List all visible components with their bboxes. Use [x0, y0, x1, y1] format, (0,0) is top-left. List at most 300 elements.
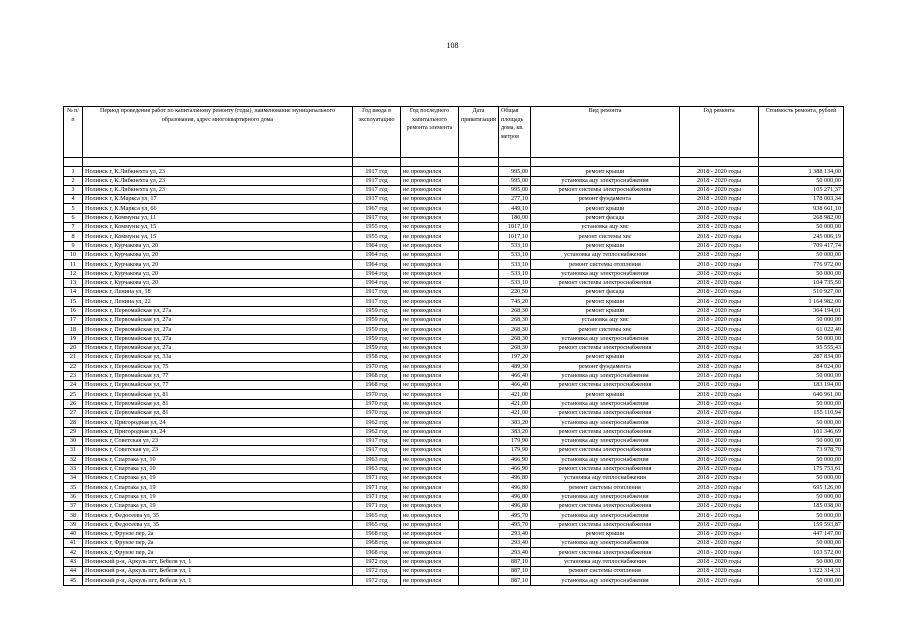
row-area: 383,20 [499, 418, 531, 427]
row-year-built: 1917 год [353, 436, 401, 445]
row-cost: 640 961,00 [759, 390, 844, 399]
row-last-repair: не проводился [401, 176, 459, 185]
table-row [64, 241, 844, 250]
table-row [64, 529, 844, 538]
row-privatization [459, 399, 499, 408]
row-number: 29 [64, 427, 83, 436]
row-cost: 73 978,70 [759, 446, 844, 455]
row-year-built: 1968 год [353, 381, 401, 390]
row-cost: 510 927,00 [759, 288, 844, 297]
row-privatization [459, 501, 499, 510]
row-repair-year: 2018 - 2020 годы [680, 418, 759, 427]
row-year-built: 1917 год [353, 176, 401, 185]
row-repair-year: 2018 - 2020 годы [680, 232, 759, 241]
row-number: 14 [64, 288, 83, 297]
row-cost: 50 000,00 [759, 371, 844, 380]
table-row [64, 390, 844, 399]
table-row [64, 260, 844, 269]
table-row [64, 511, 844, 520]
row-last-repair: не проводился [401, 520, 459, 529]
row-last-repair: не проводился [401, 446, 459, 455]
row-area: 180,00 [499, 213, 531, 222]
row-address: Нолинск г, Фрунзе пер, 2а [83, 529, 353, 538]
row-repair-type: установка ацу теплоснабжения [531, 557, 680, 566]
row-number: 15 [64, 297, 83, 306]
row-repair-type: ремонт системы электроснабжения [531, 381, 680, 390]
row-number: 28 [64, 418, 83, 427]
row-year-built: 1968 год [353, 548, 401, 557]
row-number: 30 [64, 436, 83, 445]
row-year-built: 1959 год [353, 316, 401, 325]
row-number: 36 [64, 492, 83, 501]
row-area: 496,80 [499, 483, 531, 492]
row-address: Нолинск г, Первомайская ул, 81 [83, 390, 353, 399]
row-repair-type: ремонт крыши [531, 306, 680, 315]
header-year-built: Год ввода в эксплуатацию [353, 107, 401, 158]
row-year-built: 1962 год [353, 418, 401, 427]
row-repair-type: ремонт системы отопления [531, 567, 680, 576]
row-repair-type: ремонт системы электроснабжения [531, 446, 680, 455]
table-row [64, 353, 844, 362]
row-repair-year: 2018 - 2020 годы [680, 195, 759, 204]
row-repair-year: 2018 - 2020 годы [680, 250, 759, 259]
table-row [64, 195, 844, 204]
row-privatization [459, 167, 499, 176]
table-row [64, 464, 844, 473]
row-last-repair: не проводился [401, 501, 459, 510]
row-address: Нолинск г, Советская ул, 23 [83, 446, 353, 455]
row-area: 466,90 [499, 455, 531, 464]
row-repair-year: 2018 - 2020 годы [680, 213, 759, 222]
row-repair-type: установка ацу электроснабжения [531, 399, 680, 408]
row-privatization [459, 297, 499, 306]
row-repair-type: ремонт крыши [531, 353, 680, 362]
row-area: 268,30 [499, 306, 531, 315]
row-privatization [459, 455, 499, 464]
row-area: 466,40 [499, 371, 531, 380]
row-last-repair: не проводился [401, 325, 459, 334]
row-privatization [459, 511, 499, 520]
table-row [64, 409, 844, 418]
row-year-built: 1971 год [353, 483, 401, 492]
row-number: 40 [64, 529, 83, 538]
row-repair-type: установка ацу электроснабжения [531, 492, 680, 501]
table-row [64, 250, 844, 259]
row-repair-year: 2018 - 2020 годы [680, 204, 759, 213]
row-number: 13 [64, 278, 83, 287]
row-number: 45 [64, 576, 83, 585]
row-cost: 287 834,00 [759, 353, 844, 362]
row-number: 42 [64, 548, 83, 557]
row-privatization [459, 316, 499, 325]
row-repair-year: 2018 - 2020 годы [680, 316, 759, 325]
row-number: 25 [64, 390, 83, 399]
row-privatization [459, 353, 499, 362]
row-year-built: 1970 год [353, 362, 401, 371]
row-year-built: 1959 год [353, 343, 401, 352]
table-row [64, 167, 844, 176]
row-area: 533,10 [499, 260, 531, 269]
row-repair-type: ремонт системы электроснабжения [531, 501, 680, 510]
table-row [64, 455, 844, 464]
row-number: 10 [64, 250, 83, 259]
row-last-repair: не проводился [401, 548, 459, 557]
row-address: Нолинск г, Пригородная ул, 24 [83, 418, 353, 427]
header-num: № п/п [64, 107, 83, 158]
row-address: Нолинск г, Фрунзе пер, 2а [83, 548, 353, 557]
row-cost: 61 022,40 [759, 325, 844, 334]
row-number: 31 [64, 446, 83, 455]
row-cost: 159 593,87 [759, 520, 844, 529]
row-address: Нолинск г, К.Либкнехта ул, 23 [83, 167, 353, 176]
row-address: Нолинск г, Первомайская ул, 33а [83, 353, 353, 362]
row-last-repair: не проводился [401, 306, 459, 315]
row-repair-type: ремонт системы электроснабжения [531, 520, 680, 529]
row-number: 43 [64, 557, 83, 566]
row-repair-type: установка ацу электроснабжения [531, 576, 680, 585]
row-last-repair: не проводился [401, 185, 459, 194]
row-number: 23 [64, 371, 83, 380]
row-area: 466,40 [499, 381, 531, 390]
row-area: 995,00 [499, 185, 531, 194]
row-year-built: 1972 год [353, 567, 401, 576]
row-repair-type: ремонт системы электроснабжения [531, 548, 680, 557]
table-row [64, 576, 844, 585]
row-year-built: 1959 год [353, 306, 401, 315]
row-last-repair: не проводился [401, 232, 459, 241]
row-last-repair: не проводился [401, 455, 459, 464]
row-cost: 50 000,00 [759, 455, 844, 464]
row-year-built: 1917 год [353, 195, 401, 204]
row-year-built: 1955 год [353, 232, 401, 241]
table-row [64, 213, 844, 222]
row-area: 293,40 [499, 539, 531, 548]
row-last-repair: не проводился [401, 557, 459, 566]
row-cost: 50 000,00 [759, 334, 844, 343]
row-repair-year: 2018 - 2020 годы [680, 390, 759, 399]
row-cost: 50 000,00 [759, 316, 844, 325]
row-cost: 95 555,43 [759, 343, 844, 352]
row-repair-type: ремонт системы электроснабжения [531, 427, 680, 436]
header-repair-year: Год ремонта [680, 107, 759, 158]
row-privatization [459, 185, 499, 194]
row-repair-type: установка ацу теплоснабжения [531, 250, 680, 259]
table-row [64, 297, 844, 306]
row-repair-type: установка ацу электроснабжения [531, 455, 680, 464]
row-area: 179,90 [499, 446, 531, 455]
row-area: 268,30 [499, 334, 531, 343]
row-area: 197,20 [499, 353, 531, 362]
row-area: 466,90 [499, 464, 531, 473]
row-number: 20 [64, 343, 83, 352]
row-area: 277,10 [499, 195, 531, 204]
table-row [64, 334, 844, 343]
row-cost: 50 000,00 [759, 492, 844, 501]
row-address: Нолинск г, Первомайская ул, 27а [83, 334, 353, 343]
row-address: Нолинск г, Курчакова ул, 20 [83, 278, 353, 287]
row-address: Нолинск г, К.Маркса ул, 66 [83, 204, 353, 213]
table-row [64, 418, 844, 427]
row-privatization [459, 260, 499, 269]
row-address: Нолинск г, Советская ул, 23 [83, 436, 353, 445]
row-last-repair: не проводился [401, 529, 459, 538]
row-area: 887,10 [499, 557, 531, 566]
row-privatization [459, 269, 499, 278]
row-privatization [459, 390, 499, 399]
table-header-row [64, 107, 844, 158]
row-address: Нолинск г, К.Либкнехта ул, 23 [83, 185, 353, 194]
row-number: 7 [64, 223, 83, 232]
row-number: 27 [64, 409, 83, 418]
row-address: Нолинск г, Спартака ул, 19 [83, 474, 353, 483]
row-repair-year: 2018 - 2020 годы [680, 269, 759, 278]
row-last-repair: не проводился [401, 576, 459, 585]
row-privatization [459, 492, 499, 501]
row-repair-year: 2018 - 2020 годы [680, 567, 759, 576]
row-repair-type: ремонт фасада [531, 288, 680, 297]
table-row [64, 316, 844, 325]
row-number: 33 [64, 464, 83, 473]
row-repair-type: ремонт крыши [531, 204, 680, 213]
row-repair-type: установка ацу электроснабжения [531, 371, 680, 380]
row-cost: 709 417,74 [759, 241, 844, 250]
row-address: Нолинск г, Коммуны ул, 11 [83, 213, 353, 222]
row-address: Нолинск г, Ленина ул, 22 [83, 297, 353, 306]
row-last-repair: не проводился [401, 474, 459, 483]
row-number: 6 [64, 213, 83, 222]
row-area: 1017,10 [499, 223, 531, 232]
row-last-repair: не проводился [401, 278, 459, 287]
row-privatization [459, 195, 499, 204]
row-repair-type: ремонт фасада [531, 213, 680, 222]
row-last-repair: не проводился [401, 269, 459, 278]
row-year-built: 1959 год [353, 334, 401, 343]
row-privatization [459, 232, 499, 241]
row-last-repair: не проводился [401, 427, 459, 436]
row-cost: 695 126,00 [759, 483, 844, 492]
row-repair-year: 2018 - 2020 годы [680, 297, 759, 306]
row-address: Нолинск г, Спартака ул, 19 [83, 501, 353, 510]
row-year-built: 1955 год [353, 223, 401, 232]
row-area: 293,40 [499, 529, 531, 538]
row-year-built: 1917 год [353, 167, 401, 176]
row-cost: 268 982,00 [759, 213, 844, 222]
row-repair-type: ремонт системы электроснабжения [531, 278, 680, 287]
row-last-repair: не проводился [401, 381, 459, 390]
row-repair-year: 2018 - 2020 годы [680, 464, 759, 473]
row-area: 496,80 [499, 492, 531, 501]
row-privatization [459, 436, 499, 445]
row-year-built: 1965 год [353, 511, 401, 520]
row-repair-year: 2018 - 2020 годы [680, 176, 759, 185]
row-area: 887,10 [499, 576, 531, 585]
row-repair-year: 2018 - 2020 годы [680, 362, 759, 371]
row-cost: 50 000,00 [759, 436, 844, 445]
row-cost: 103 572,00 [759, 548, 844, 557]
row-last-repair: не проводился [401, 539, 459, 548]
row-area: 887,10 [499, 567, 531, 576]
row-privatization [459, 409, 499, 418]
row-year-built: 1958 год [353, 353, 401, 362]
row-area: 1017,10 [499, 232, 531, 241]
row-year-built: 1967 год [353, 204, 401, 213]
row-area: 489,30 [499, 362, 531, 371]
table-row [64, 232, 844, 241]
row-year-built: 1965 год [353, 520, 401, 529]
row-number: 22 [64, 362, 83, 371]
row-number: 2 [64, 176, 83, 185]
header-repair-type: Вид ремонта [531, 107, 680, 158]
row-number: 18 [64, 325, 83, 334]
row-repair-year: 2018 - 2020 годы [680, 353, 759, 362]
row-cost: 183 194,00 [759, 381, 844, 390]
row-privatization [459, 288, 499, 297]
row-address: Нолинск г, Курчакова ул, 20 [83, 241, 353, 250]
row-repair-year: 2018 - 2020 годы [680, 511, 759, 520]
row-area: 268,30 [499, 343, 531, 352]
row-repair-year: 2018 - 2020 годы [680, 185, 759, 194]
row-repair-type: установка ацу электроснабжения [531, 436, 680, 445]
row-year-built: 1964 год [353, 250, 401, 259]
row-year-built: 1963 год [353, 455, 401, 464]
row-address: Нолинск г, К.Маркса ул, 17 [83, 195, 353, 204]
table-row [64, 362, 844, 371]
row-address: Нолинск г, Федосеева ул, 35 [83, 511, 353, 520]
row-area: 449,10 [499, 204, 531, 213]
row-year-built: 1917 год [353, 297, 401, 306]
table-row [64, 399, 844, 408]
row-number: 39 [64, 520, 83, 529]
row-privatization [459, 278, 499, 287]
table-row [64, 269, 844, 278]
table-row [64, 381, 844, 390]
table-row [64, 427, 844, 436]
row-privatization [459, 223, 499, 232]
row-address: Нолинск г, Федосеева ул, 35 [83, 520, 353, 529]
row-repair-type: ремонт системы хвс [531, 325, 680, 334]
table-row [64, 557, 844, 566]
row-last-repair: не проводился [401, 362, 459, 371]
table-row [64, 483, 844, 492]
row-cost: 185 038,00 [759, 501, 844, 510]
row-year-built: 1917 год [353, 185, 401, 194]
row-last-repair: не проводился [401, 464, 459, 473]
table-row [64, 223, 844, 232]
row-cost: 938 661,10 [759, 204, 844, 213]
row-repair-year: 2018 - 2020 годы [680, 241, 759, 250]
row-area: 533,10 [499, 250, 531, 259]
row-year-built: 1970 год [353, 409, 401, 418]
row-last-repair: не проводился [401, 409, 459, 418]
row-repair-year: 2018 - 2020 годы [680, 427, 759, 436]
row-year-built: 1971 год [353, 492, 401, 501]
row-address: Нолинск г, К.Либкнехта ул, 23 [83, 176, 353, 185]
row-cost: 50 000,00 [759, 418, 844, 427]
row-address: Нолинск г, Первомайская ул, 81 [83, 409, 353, 418]
row-repair-year: 2018 - 2020 годы [680, 167, 759, 176]
row-repair-year: 2018 - 2020 годы [680, 576, 759, 585]
row-privatization [459, 418, 499, 427]
row-repair-type: ремонт крыши [531, 241, 680, 250]
row-privatization [459, 557, 499, 566]
row-last-repair: не проводился [401, 288, 459, 297]
row-year-built: 1959 год [353, 325, 401, 334]
row-year-built: 1972 год [353, 576, 401, 585]
row-repair-year: 2018 - 2020 годы [680, 325, 759, 334]
row-address: Нолинск г, Спартака ул, 10 [83, 464, 353, 473]
row-repair-type: ремонт системы отопления [531, 483, 680, 492]
row-privatization [459, 306, 499, 315]
row-year-built: 1970 год [353, 390, 401, 399]
table-row [64, 548, 844, 557]
row-last-repair: не проводился [401, 353, 459, 362]
row-repair-year: 2018 - 2020 годы [680, 446, 759, 455]
row-cost: 50 000,00 [759, 250, 844, 259]
row-area: 533,10 [499, 269, 531, 278]
row-year-built: 1972 год [353, 557, 401, 566]
row-repair-type: ремонт крыши [531, 167, 680, 176]
row-repair-type: установка ацу электроснабжения [531, 176, 680, 185]
table-row [64, 278, 844, 287]
row-cost: 175 753,61 [759, 464, 844, 473]
row-last-repair: не проводился [401, 567, 459, 576]
row-year-built: 1968 год [353, 539, 401, 548]
table-row [64, 288, 844, 297]
row-cost: 50 000,00 [759, 511, 844, 520]
row-address: Нолинск г, Первомайская ул, 77 [83, 371, 353, 380]
row-privatization [459, 539, 499, 548]
row-area: 745,20 [499, 297, 531, 306]
row-last-repair: не проводился [401, 343, 459, 352]
row-last-repair: не проводился [401, 241, 459, 250]
row-year-built: 1917 год [353, 213, 401, 222]
row-repair-year: 2018 - 2020 годы [680, 334, 759, 343]
table-row [64, 185, 844, 194]
row-privatization [459, 567, 499, 576]
row-year-built: 1970 год [353, 399, 401, 408]
row-repair-year: 2018 - 2020 годы [680, 436, 759, 445]
row-address: Нолинск г, Спартака ул, 10 [83, 455, 353, 464]
row-cost: 104 735,50 [759, 278, 844, 287]
row-privatization [459, 250, 499, 259]
row-cost: 50 000,00 [759, 576, 844, 585]
row-privatization [459, 529, 499, 538]
row-privatization [459, 464, 499, 473]
row-cost: 155 110,94 [759, 409, 844, 418]
row-cost: 105 271,37 [759, 185, 844, 194]
row-number: 26 [64, 399, 83, 408]
row-cost: 50 000,00 [759, 223, 844, 232]
row-repair-year: 2018 - 2020 годы [680, 260, 759, 269]
row-last-repair: не проводился [401, 511, 459, 520]
row-number: 3 [64, 185, 83, 194]
row-repair-type: ремонт системы отопления [531, 260, 680, 269]
row-area: 496,80 [499, 501, 531, 510]
row-privatization [459, 474, 499, 483]
row-area: 268,30 [499, 316, 531, 325]
row-repair-year: 2018 - 2020 годы [680, 288, 759, 297]
row-number: 11 [64, 260, 83, 269]
repair-plan-table [63, 106, 844, 586]
row-year-built: 1968 год [353, 529, 401, 538]
row-repair-year: 2018 - 2020 годы [680, 381, 759, 390]
row-repair-type: ремонт фундамента [531, 362, 680, 371]
row-last-repair: не проводился [401, 436, 459, 445]
row-repair-type: установка ацу электроснабжения [531, 418, 680, 427]
table-row [64, 539, 844, 548]
row-repair-year: 2018 - 2020 годы [680, 278, 759, 287]
row-last-repair: не проводился [401, 483, 459, 492]
